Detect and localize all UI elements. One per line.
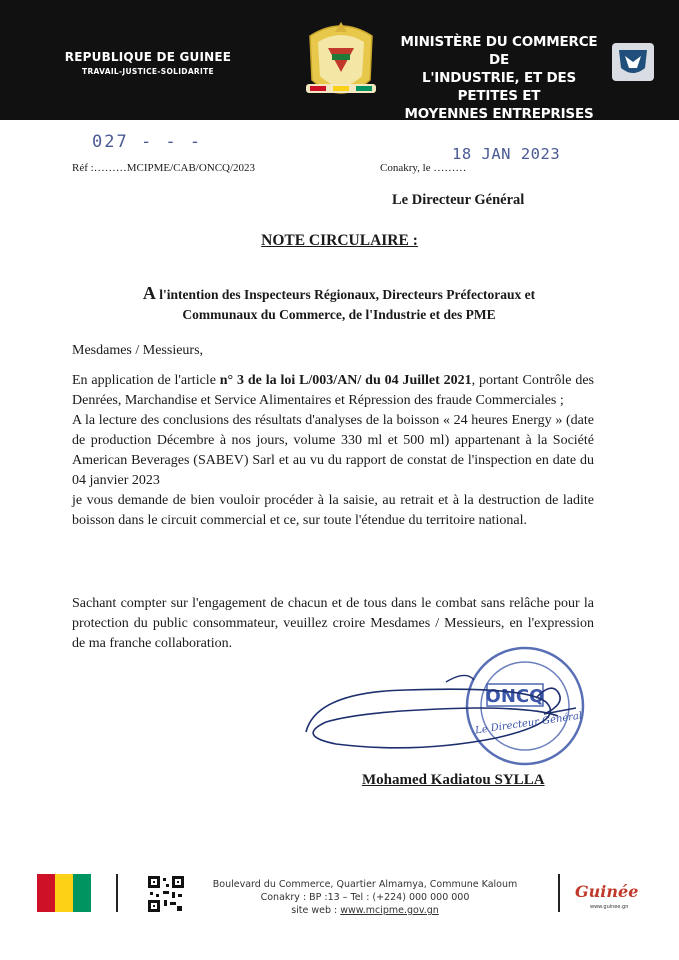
addressee-block bbox=[84, 283, 594, 325]
website-label: site web : bbox=[291, 905, 338, 916]
stamp-org: ONCQ bbox=[485, 686, 545, 707]
letterhead-banner bbox=[0, 0, 679, 120]
addressee-line: l'intention des Inspecteurs Régionaux, Directeurs Préfectoraux et bbox=[155, 287, 536, 302]
closing-paragraph: Sachant compter sur l'engagement de chacun et de tous dans le combat sans relâche pour la protection du public consommateur, veuillez croire Mesdames / Messieurs, en l'expression de ma franche collaboration. bbox=[72, 596, 594, 651]
body-text-segment: je vous demande de bien vouloir procéder à la saisie, au retrait et à la destruction de ladite boisson dans le circuit commercial et ce, sur toute l'étendue du territoire national. bbox=[72, 493, 594, 528]
handwritten-signature bbox=[296, 662, 606, 772]
republic-motto: TRAVAIL-JUSTICE-SOLIDARITE bbox=[82, 67, 214, 76]
city-label: Conakry, le bbox=[380, 162, 431, 174]
guinee-brand-url: www.guinee.gn bbox=[590, 904, 629, 910]
stamp-role: Le Directeur Général bbox=[474, 710, 583, 737]
qr-code-icon bbox=[146, 874, 186, 914]
reference-dots: ……… bbox=[93, 162, 127, 174]
reference-label: Réf : bbox=[72, 162, 94, 174]
body-text-segment: En application de l'article bbox=[72, 373, 220, 388]
city-date-line bbox=[380, 162, 466, 174]
body-paragraph bbox=[72, 371, 594, 531]
flag-stripe-yellow bbox=[55, 874, 73, 912]
ministry-line: L'INDUSTRIE, ET DES PETITES ET bbox=[421, 70, 577, 104]
ministry-name bbox=[393, 33, 605, 123]
guinea-flag-icon bbox=[37, 874, 91, 912]
stamped-reference-number: 027 - - - bbox=[92, 132, 203, 152]
law-reference: n° 3 de la loi L/003/AN/ du 04 Juillet 2021 bbox=[219, 373, 472, 388]
body-text-segment: A la lecture des conclusions des résultats d'analyses de la boisson « 24 heures Energy » (date de production Décembre à nos jours, volume 330 ml et 500 ml) appartenant à la Société American Beverages (SABEV) Sarl et au vu du rapport de constat de l'inspection en date du 04 janvier 2023 bbox=[72, 413, 594, 488]
flag-stripe-green bbox=[73, 874, 91, 912]
salutation: Mesdames / Messieurs, bbox=[72, 343, 204, 358]
document-title-text: NOTE CIRCULAIRE : bbox=[261, 232, 418, 249]
addressee-initial: A bbox=[142, 283, 156, 303]
guinea-coat-of-arms-icon bbox=[300, 18, 382, 106]
republic-block bbox=[48, 50, 248, 76]
reference-value: MCIPME/CAB/ONCQ/2023 bbox=[126, 162, 256, 174]
ministry-line: MOYENNES ENTREPRISES bbox=[404, 106, 594, 122]
signatory-name: Mohamed Kadiatou SYLLA bbox=[362, 772, 545, 788]
footer-divider bbox=[116, 874, 118, 912]
guinee-brand-logo: Guinée bbox=[575, 882, 639, 901]
reference-line bbox=[72, 162, 255, 174]
republic-title: REPUBLIQUE DE GUINEE bbox=[64, 50, 232, 64]
document-title bbox=[0, 232, 679, 250]
ministry-shield-logo-icon bbox=[611, 42, 655, 82]
city-dots: ……… bbox=[433, 162, 467, 174]
footer-address bbox=[190, 878, 540, 917]
date-stamp: 18 JAN 2023 bbox=[452, 145, 561, 163]
flag-stripe-red bbox=[37, 874, 55, 912]
website-line bbox=[190, 904, 540, 917]
page-footer bbox=[0, 852, 679, 960]
body-text-segment: , portant Contrôle des Denrées, Marchandise et Service Alimentaires et Répression des fraude Commerciales ; bbox=[72, 373, 594, 408]
ministry-line: MINISTÈRE DU COMMERCE DE bbox=[400, 34, 598, 68]
contact-line: Conakry : BP :13 – Tel : (+224) 000 000 000 bbox=[260, 892, 470, 903]
addressee-line: Communaux du Commerce, de l'Industrie et des PME bbox=[182, 307, 496, 322]
website-link[interactable]: www.mcipme.gov.gn bbox=[340, 905, 439, 916]
sender-title: Le Directeur Général bbox=[392, 192, 525, 208]
footer-divider bbox=[558, 874, 560, 912]
address-line: Boulevard du Commerce, Quartier Almamya, Commune Kaloum bbox=[212, 879, 518, 890]
